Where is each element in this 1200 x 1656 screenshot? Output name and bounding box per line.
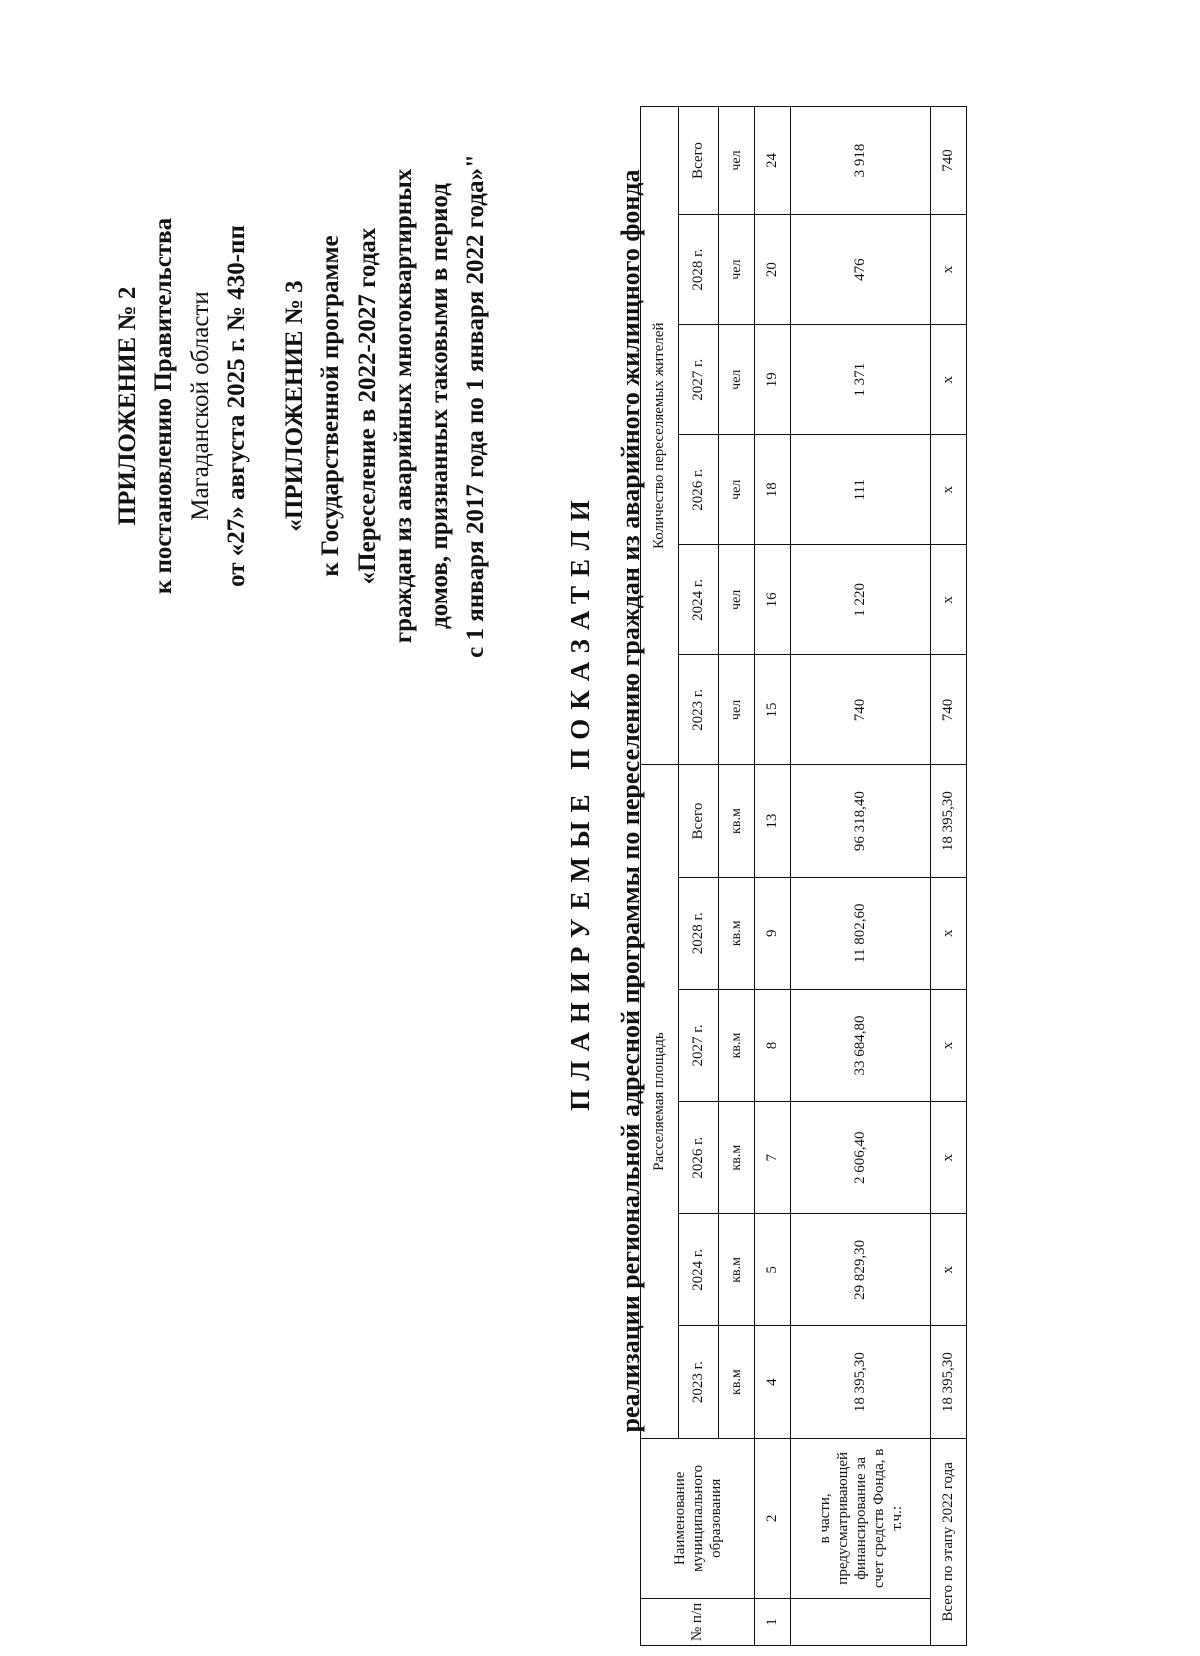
region-name: Магаданской области [186,291,214,521]
people-total: 3 918 [791,107,931,215]
unit-cell: чел [719,215,755,325]
area-value: 33 684,80 [791,989,931,1101]
group-people-header: Количество переселяемых жителей [641,107,679,765]
year-header: Всего [679,765,719,877]
area-value: x [931,1214,967,1326]
people-value: 1 220 [791,545,931,655]
prev-appendix-title: «ПРИЛОЖЕНИЕ № 3 [281,280,308,532]
area-value: x [931,989,967,1101]
colnum-cell: 9 [755,877,791,989]
program-name-2: граждан из аварийных многоквартирных [389,168,417,644]
year-header: 2023 г. [679,655,719,765]
colnum-cell: 16 [755,545,791,655]
unit-cell: чел [719,655,755,765]
unit-cell: кв.м [719,1102,755,1214]
year-header: 2024 г. [679,545,719,655]
people-value: x [931,325,967,435]
year-header: Всего [679,107,719,215]
colnum-cell: 20 [755,215,791,325]
program-name-4: с 1 января 2017 года по 1 января 2022 года»" [462,154,490,658]
year-header: 2028 г. [679,877,719,989]
area-value: 18 395,30 [791,1326,931,1438]
area-value: 18 395,30 [931,1326,967,1438]
column-numbers-row [755,107,791,1646]
people-value: x [931,545,967,655]
unit-cell: чел [719,325,755,435]
area-value: 2 606,40 [791,1102,931,1214]
area-value: 29 829,30 [791,1214,931,1326]
people-value: x [931,435,967,545]
year-header: 2028 г. [679,215,719,325]
table-row-fund [791,107,931,1646]
unit-cell: чел [719,545,755,655]
area-value: 11 802,60 [791,877,931,989]
year-header: 2027 г. [679,989,719,1101]
people-value: 1 371 [791,325,931,435]
colnum-cell: 24 [755,107,791,215]
people-value: 740 [931,655,967,765]
area-total: 18 395,30 [931,765,967,877]
program-name-1: «Переселение в 2022-2027 годах [353,227,381,585]
area-value: x [931,1102,967,1214]
area-total: 96 318,40 [791,765,931,877]
program-ref: к Государственной программе [317,235,345,577]
table-row-total [931,107,967,1646]
year-header: 2023 г. [679,1326,719,1438]
row-num-cell [791,1598,931,1645]
title-main: ПЛАНИРУЕМЫЕ ПОКАЗАТЕЛИ [565,491,595,1111]
year-header: 2024 г. [679,1214,719,1326]
appendix-title: ПРИЛОЖЕНИЕ № 2 [114,286,141,526]
people-total: 740 [931,107,967,215]
unit-cell: кв.м [719,989,755,1101]
title-sub: реализации региональной адресной программы по переселению граждан из аварийного жилищного фонда [616,169,645,1433]
unit-cell: кв.м [719,765,755,877]
document-title [565,26,646,1576]
program-name-3: домов, признанных таковыми в период [426,183,453,629]
colnum-cell: 5 [755,1214,791,1326]
colnum-cell: 2 [755,1438,791,1598]
colnum-cell: 1 [755,1598,791,1645]
row-name-cell: в части, предусматривающей финансирование за счет средств Фонда, в т.ч.: [791,1438,931,1598]
people-value: 740 [791,655,931,765]
unit-cell: кв.м [719,1326,755,1438]
units-row [719,107,755,1646]
year-header: 2026 г. [679,435,719,545]
unit-cell: кв.м [719,877,755,989]
colnum-cell: 15 [755,655,791,765]
colnum-cell: 8 [755,989,791,1101]
colnum-cell: 4 [755,1326,791,1438]
people-value: 111 [791,435,931,545]
colnum-cell: 13 [755,765,791,877]
unit-cell: чел [719,107,755,215]
year-header: 2026 г. [679,1102,719,1214]
area-value: x [931,877,967,989]
years-row [679,107,719,1646]
col-name-header: Наименование муниципального образования [641,1438,755,1598]
decree-date: от «27» августа 2025 г. № 430-пп [222,225,250,587]
row-name-cell: Всего по этапу 2022 года [931,1438,967,1645]
year-header: 2027 г. [679,325,719,435]
indicators-table [640,106,967,1646]
group-area-header: Расселяемая площадь [641,765,679,1438]
unit-cell: чел [719,435,755,545]
colnum-cell: 7 [755,1102,791,1214]
decree-ref: к постановлению Правительства [150,217,178,595]
colnum-cell: 19 [755,325,791,435]
unit-cell: кв.м [719,1214,755,1326]
people-value: x [931,215,967,325]
col-num-header: № п/п [641,1598,755,1645]
appendix-header [110,56,495,756]
people-value: 476 [791,215,931,325]
colnum-cell: 18 [755,435,791,545]
